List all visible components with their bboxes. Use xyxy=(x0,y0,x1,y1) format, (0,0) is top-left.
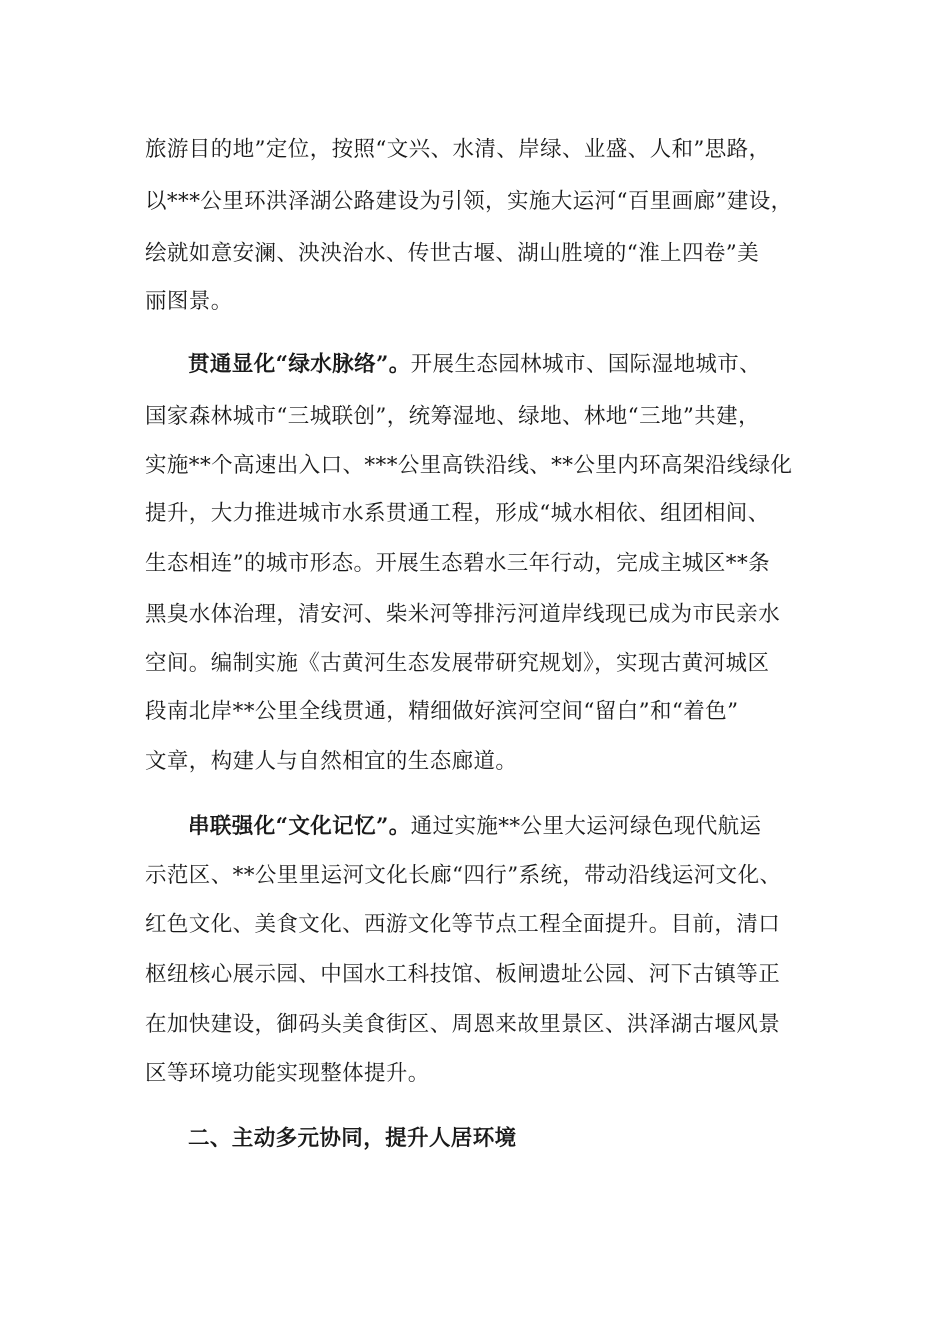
body-text-line: 国家森林城市“三城联创”，统筹湿地、绿地、林地“三地”共建， xyxy=(145,404,760,429)
paragraph-first-line xyxy=(188,350,761,380)
section-heading: 二、主动多元协同，提升人居环境 xyxy=(188,1126,517,1151)
body-text-line: 旅游目的地”定位，按照“文兴、水清、岸绿、业盛、人和”思路， xyxy=(145,137,771,162)
paragraph-first-line xyxy=(188,812,761,842)
body-text: 开展生态园林城市、国际湿地城市、 xyxy=(410,352,762,377)
body-text-line: 以***公里环洪泽湖公路建设为引领，实施大运河“百里画廊”建设， xyxy=(145,189,793,214)
body-text-line: 红色文化、美食文化、西游文化等节点工程全面提升。目前，清口 xyxy=(145,912,781,937)
paragraph-lead-title: 串联强化“文化记忆”。 xyxy=(188,814,411,839)
body-text-line: 绘就如意安澜、泱泱治水、传世古堰、湖山胜境的“淮上四卷”美 xyxy=(145,241,760,266)
body-text-line: 示范区、**公里里运河文化长廊“四行”系统，带动沿线运河文化、 xyxy=(145,863,782,888)
body-text-line: 枢纽核心展示园、中国水工科技馆、板闸遗址公园、河下古镇等正 xyxy=(145,962,781,987)
body-text-line: 提升，大力推进城市水系贯通工程，形成“城水相依、组团相间、 xyxy=(145,501,770,526)
body-text-line: 区等环境功能实现整体提升。 xyxy=(145,1061,430,1086)
body-text-line: 实施**个高速出入口、***公里高铁沿线、**公里内环高架沿线绿化 xyxy=(145,453,793,478)
body-text-line: 文章，构建人与自然相宜的生态廊道。 xyxy=(145,749,518,774)
paragraph-lead-title: 贯通显化“绿水脉络”。 xyxy=(188,352,411,377)
body-text: 通过实施**公里大运河绿色现代航运 xyxy=(410,814,762,839)
body-text-line: 在加快建设，御码头美食街区、周恩来故里景区、洪泽湖古堰风景 xyxy=(145,1012,781,1037)
body-text-line: 空间。编制实施《古黄河生态发展带研究规划》，实现古黄河城区 xyxy=(145,651,770,676)
body-text-line: 黑臭水体治理，清安河、柴米河等排污河道岸线现已成为市民亲水 xyxy=(145,602,781,627)
body-text-line: 段南北岸**公里全线贯通，精细做好滨河空间“留白”和“着色” xyxy=(145,699,739,724)
body-text-line: 丽图景。 xyxy=(145,289,233,314)
body-text-line: 生态相连”的城市形态。开展生态碧水三年行动，完成主城区**条 xyxy=(145,551,770,576)
